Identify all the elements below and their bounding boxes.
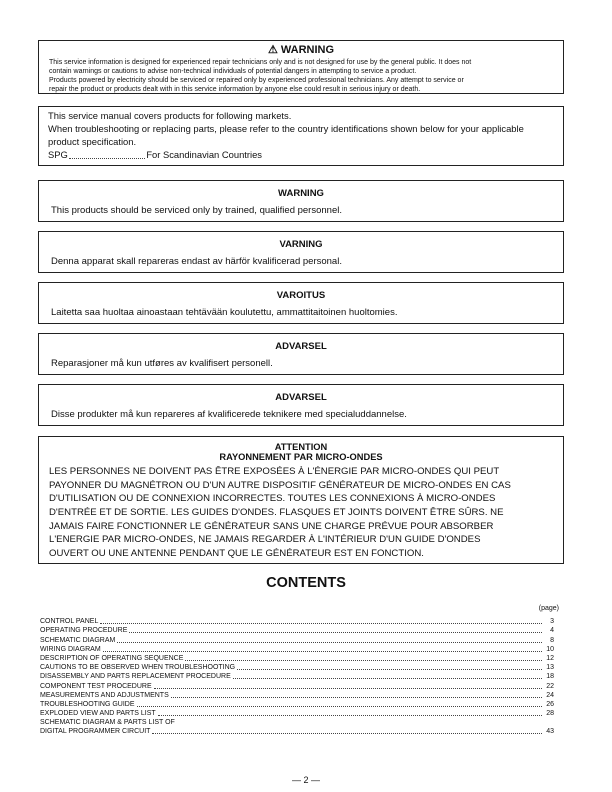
toc-label: EXPLODED VIEW AND PARTS LIST [40,710,156,718]
toc-page: 28 [546,710,554,718]
attention-box-french [38,436,564,564]
toc-row [40,699,554,708]
toc-row [40,726,554,735]
toc-row [40,690,554,699]
toc-row [40,662,554,671]
general-warning-title [49,43,553,56]
attention-line: JAMAIS FAIRE FONCTIONNER LE GÉNÉRATEUR SANS UNE CHARGE PRÉVUE POUR ABSORBER [49,520,494,532]
toc-label: TROUBLESHOOTING GUIDE [40,700,135,708]
general-warning-box [38,40,564,94]
markets-box [38,106,564,166]
warning-triangle-icon: ⚠ [267,44,278,56]
markets-line: When troubleshooting or replacing parts, please refer to the country identifications shown below for your applicable [48,122,524,134]
attention-title: ATTENTION [274,442,328,452]
market-code-description: For Scandinavian Countries [146,148,262,160]
warning-title: VAROITUS [276,290,326,301]
toc-leader [137,706,542,707]
toc-leader [129,632,542,633]
warning-text: Disse produkter må kun repareres af kvalificerede teknikere med specialuddannelse. [51,409,407,420]
toc-label: DESCRIPTION OF OPERATING SEQUENCE [40,654,184,662]
toc-page: 13 [546,664,554,672]
toc-leader [100,623,542,624]
general-warning-title-text: WARNING [280,44,335,56]
warning-box-danish [38,384,564,426]
toc-page: 26 [546,700,554,708]
warning-box-swedish [38,231,564,273]
toc-row [40,634,554,643]
toc-row [40,625,554,634]
market-code-row [48,149,262,162]
toc-label: WIRING DIAGRAM [40,645,101,653]
warning-text: This products should be serviced only by trained, qualified personnel. [51,205,342,216]
attention-line: L'ENERGIE PAR MICRO-ONDES, NE JAMAIS REGARDER À L'INTÉRIEUR D'UN GUIDE D'ONDES [49,534,481,546]
toc-row [40,653,554,662]
toc-label: MEASUREMENTS AND ADJUSTMENTS [40,691,169,699]
general-warning-line: Products powered by electricity should be serviced or repaired only by experienced professional technicians. Any attempt to service or [49,76,464,84]
toc-label: OPERATING PROCEDURE [40,627,128,635]
market-code-leader [69,149,146,159]
markets-line: product specification. [48,135,137,147]
page-number: — 2 — [291,775,320,785]
toc-page: 3 [550,618,554,626]
toc-row [40,680,554,689]
warning-text: Laitetta saa huoltaa ainoastaan tehtävään koulutettu, ammattitaitoinen huoltomies. [51,307,398,318]
toc-page: 18 [546,673,554,681]
warning-box-norwegian [38,333,564,375]
contents-page-label: (page) [538,605,559,612]
toc-page: 12 [546,654,554,662]
attention-text [49,465,553,561]
warning-box-finnish [38,282,564,324]
markets-line: This service manual covers products for following markets. [48,110,292,121]
toc-label: DISASSEMBLY AND PARTS REPLACEMENT PROCEDURE [40,673,231,681]
general-warning-line: contain warnings or cautions to advise non-technical individuals of potential dangers in attempting to service a product. [49,67,417,75]
toc-label: CONTROL PANEL [40,618,99,626]
toc-leader [158,715,542,716]
general-warning-line: repair the product or products dealt with in this service information by anyone else could result in serious injury or death. [49,85,421,93]
toc-label: CAUTIONS TO BE OBSERVED WHEN TROUBLESHOOTING [40,664,236,672]
toc-page: 4 [550,627,554,635]
market-code: SPG [48,148,68,160]
attention-line: PAYONNER DU MAGNÉTRON OU D'UN AUTRE DISPOSITIF GÉNÉRATEUR DE MICRO-ONDES EN CAS [49,479,511,491]
attention-line: LES PERSONNES NE DOIVENT PAS ÊTRE EXPOSÉES À L'ÉNERGIE PAR MICRO-ONDES QUI PEUT [49,465,500,477]
toc-label: SCHEMATIC DIAGRAM [40,636,116,644]
attention-line: D'ENTRÉE ET DE SORTIE. LES GUIDES D'ONDES. FLASQUES ET JOINTS DOIVENT ÊTRE SÛRS. NE [49,506,504,518]
toc-label: DIGITAL PROGRAMMER CIRCUIT [40,728,151,736]
warning-title: WARNING [278,188,324,199]
warning-title: VARNING [279,239,323,250]
toc-page: 24 [546,691,554,699]
toc-leader [103,651,542,652]
toc-leader [152,733,542,734]
toc-row [40,671,554,680]
toc-page: 43 [546,728,554,736]
toc-leader [117,642,542,643]
toc-row [40,644,554,653]
warning-box-english [38,180,564,222]
toc-page: 10 [546,645,554,653]
warning-text: Denna apparat skall repareras endast av härför kvalificerad personal. [51,256,342,267]
attention-subtitle: RAYONNEMENT PAR MICRO-ONDES [219,452,383,463]
contents-title: CONTENTS [266,575,346,591]
general-warning-text [49,59,553,95]
toc-label: COMPONENT TEST PROCEDURE [40,682,152,690]
warning-title: ADVARSEL [275,341,327,352]
toc-leader [171,697,542,698]
toc-page: 22 [546,682,554,690]
attention-line: D'UTILISATION OU DE CONNEXION INCORRECTES. TOUTES LES CONNEXIONS À MICRO-ONDES [49,493,496,505]
warning-text: Reparasjoner må kun utføres av kvalifisert personell. [51,358,273,369]
toc-leader [154,688,542,689]
warning-title: ADVARSEL [275,392,327,403]
toc-label: SCHEMATIC DIAGRAM & PARTS LIST OF [40,719,175,727]
general-warning-line: This service information is designed for experienced repair technicians only and is not designed for use by the general public. It does not [49,59,472,66]
table-of-contents [40,616,554,735]
toc-row [40,717,554,726]
toc-row [40,616,554,625]
attention-line: OUVERT OU UNE ANTENNE PENDANT QUE LE GÉNÉRATEUR EST EN FONCTION. [49,548,424,560]
toc-row [40,708,554,717]
toc-leader [185,660,542,661]
toc-leader [237,669,542,670]
toc-leader [233,678,542,679]
toc-page: 8 [550,636,554,644]
